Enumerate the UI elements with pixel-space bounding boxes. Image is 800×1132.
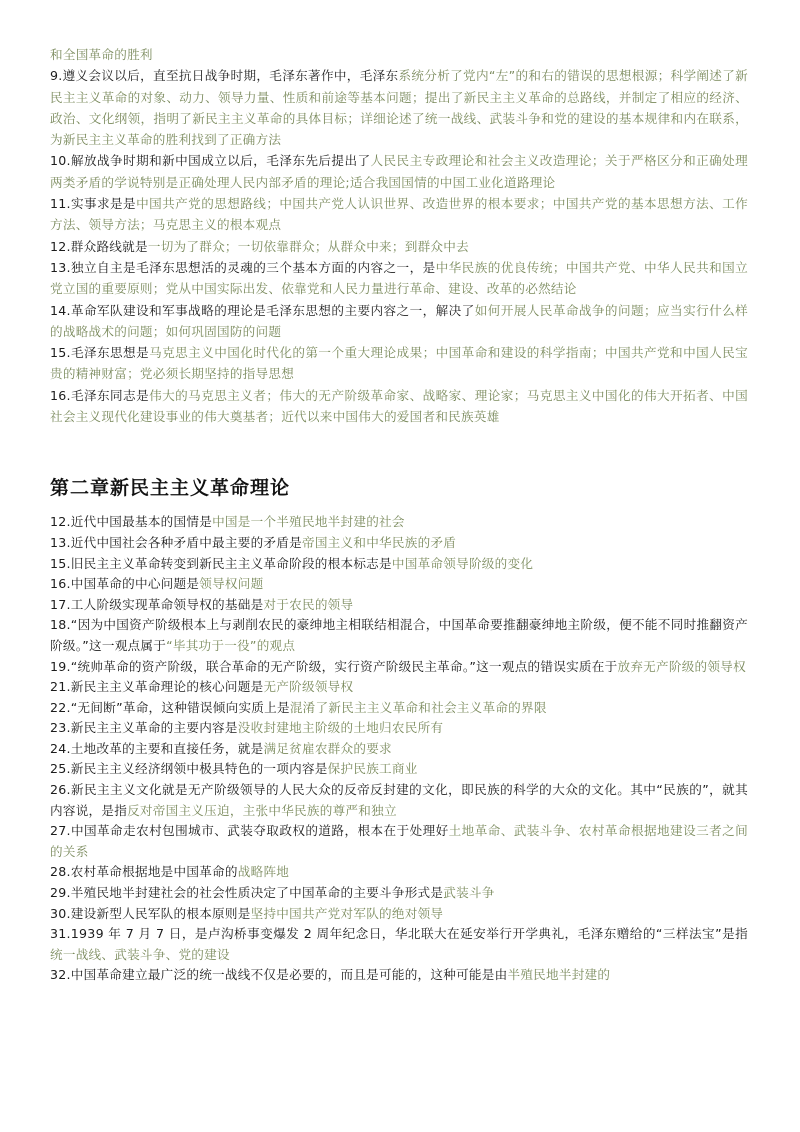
section-chapter1-continued bbox=[50, 44, 748, 427]
question-text: 30.建设新型人民军队的根本原则是 bbox=[50, 905, 251, 921]
list-item bbox=[50, 883, 748, 904]
answer-text: 对于农民的领导 bbox=[263, 596, 354, 612]
question-text: 9.遵义会议以后，直至抗日战争时期，毛泽东著作中，毛泽东 bbox=[50, 68, 399, 84]
answer-text: 中国共产党的思想路线；中国共产党人认识世界、改造世界的根本要求；中国共产党的基本思想方法、工作方法、领导方法；马克思主义的根本观点 bbox=[50, 196, 748, 233]
answer-text: 放弃无产阶级的领导权 bbox=[617, 658, 746, 674]
list-item bbox=[50, 698, 748, 719]
answer-text: 领导权问题 bbox=[199, 576, 264, 592]
question-text: 10.解放战争时期和新中国成立以后，毛泽东先后提出了 bbox=[50, 153, 371, 169]
answer-text: 没收封建地主阶级的土地归农民所有 bbox=[237, 720, 444, 736]
answer-text: 伟大的马克思主义者；伟大的无产阶级革命家、战略家、理论家；马克思主义中国化的伟大开拓者、中国社会主义现代化建设事业的伟大奠基者；近代以来中国伟大的爱国者和民族英雄 bbox=[50, 387, 749, 425]
question-text: 11.实事求是是 bbox=[50, 196, 137, 212]
list-item bbox=[50, 739, 748, 760]
answer-text: 统一战线、武装斗争、党的建设 bbox=[50, 946, 230, 962]
question-text: 27.中国革命走农村包围城市、武装夺取政权的道路，根本在于处理好 bbox=[50, 823, 449, 839]
question-text: 12.群众路线就是 bbox=[50, 238, 148, 254]
answer-text: 人民民主专政理论和社会主义改造理论；关于严格区分和正确处理两类矛盾的学说特别是正确处理人民内部矛盾的理论;适合我国国情的中国工业化道路理论 bbox=[50, 153, 748, 190]
question-text: 16.中国革命的中心问题是 bbox=[50, 576, 200, 592]
question-text: 12.近代中国最基本的国情是 bbox=[50, 514, 213, 530]
list-item bbox=[50, 862, 748, 883]
answer-text: 战略阵地 bbox=[237, 864, 290, 880]
answer-text: 武装斗争 bbox=[443, 885, 495, 901]
list-item bbox=[50, 759, 748, 780]
list-item bbox=[50, 193, 748, 236]
answer-text: 帝国主义和中华民族的矛盾 bbox=[301, 534, 457, 550]
list-item bbox=[50, 924, 748, 965]
answer-text: 混淆了新民主主义革命和社会主义革命的界限 bbox=[289, 699, 547, 715]
question-text: 13.独立自主是毛泽东思想活的灵魂的三个基本方面的内容之一，是 bbox=[50, 259, 436, 275]
list-item bbox=[50, 385, 748, 428]
question-text: 15.毛泽东思想是 bbox=[50, 345, 150, 361]
question-text: 17.工人阶级实现革命领导权的基础是 bbox=[50, 596, 264, 612]
answer-text: 坚持中国共产党对军队的绝对领导 bbox=[250, 905, 444, 921]
answer-text: 一切为了群众；一切依靠群众；从群众中来；到群众中去 bbox=[147, 238, 469, 254]
answer-text: 半殖民地半封建的 bbox=[507, 967, 611, 983]
list-item bbox=[50, 65, 748, 150]
list-item bbox=[50, 342, 748, 385]
question-text: 19.“统帅革命的资产阶级，联合革命的无产阶级，实行资产阶级民主革命。”这一观点的错误实质在于 bbox=[50, 658, 618, 674]
list-item bbox=[50, 44, 748, 65]
list-item bbox=[50, 718, 748, 739]
chapter-title: 第二章新民主主义革命理论 bbox=[50, 477, 291, 500]
list-item bbox=[50, 574, 748, 595]
question-text: 29.半殖民地半封建社会的社会性质决定了中国革命的主要斗争形式是 bbox=[50, 885, 444, 901]
question-text: 14.革命军队建设和军事战略的理论是毛泽东思想的主要内容之一，解决了 bbox=[50, 302, 475, 318]
question-text: 32.中国革命建立最广泛的统一战线不仅是必要的，而且是可能的，这种可能是由 bbox=[50, 967, 508, 983]
answer-text: 中国革命领导阶级的变化 bbox=[391, 555, 534, 571]
question-text: 26.新民主主义文化就是无产阶级领导的人民大众的反帝反封建的文化，即民族的科学的大众的文化。其中“民族的”，就其内容说，是指 bbox=[50, 782, 748, 818]
list-item bbox=[50, 236, 748, 257]
list-item bbox=[50, 965, 748, 986]
question-text: 21.新民主主义革命理论的核心问题是 bbox=[50, 679, 264, 695]
question-text: 18.“因为中国资产阶级根本上与剥削农民的豪绅地主相联结相混合，中国革命要推翻豪绅地主阶级，便不能不同时推翻资产阶级。”这一观点属于 bbox=[50, 617, 748, 653]
list-item bbox=[50, 615, 748, 656]
question-text: 22.“无间断”革命，这种错误倾向实质上是 bbox=[50, 699, 290, 715]
answer-text: “毕其功于一役”的观点 bbox=[166, 637, 296, 653]
answer-text: 无产阶级领导权 bbox=[263, 679, 354, 695]
list-item bbox=[50, 595, 748, 616]
list-item bbox=[50, 677, 748, 698]
question-text: 25.新民主主义经济纲领中极具特色的一项内容是 bbox=[50, 761, 328, 777]
list-item bbox=[50, 300, 748, 343]
answer-text: 和全国革命的胜利 bbox=[50, 47, 153, 62]
list-item bbox=[50, 657, 748, 678]
answer-text: 反对帝国主义压迫，主张中华民族的尊严和独立 bbox=[127, 802, 397, 818]
answer-text: 系统分析了党内“左”的和右的错误的思想根源；科学阐述了新民主主义革命的对象、动力、领导力量、性质和前途等基本问题；提出了新民主主义革命的总路线，并制定了相应的经济、政治、文化纲领，指明了新民主主义革命的具体目标；详细论述了统一战线、武装斗争和党的建设的基本规律和内在联系，为新民主主义革命的胜利找到了正确方法 bbox=[50, 68, 748, 148]
list-item bbox=[50, 554, 748, 575]
answer-text: 如何开展人民革命战争的问题；应当实行什么样的战略战术的问题；如何巩固国防的问题 bbox=[50, 302, 748, 339]
question-text: 23.新民主主义革命的主要内容是 bbox=[50, 720, 238, 736]
answer-text: 中国是一个半殖民地半封建的社会 bbox=[212, 514, 405, 530]
list-item bbox=[50, 821, 748, 862]
list-item bbox=[50, 512, 748, 533]
list-item bbox=[50, 257, 748, 300]
list-item bbox=[50, 150, 748, 193]
question-text: 13.近代中国社会各种矛盾中最主要的矛盾是 bbox=[50, 534, 302, 550]
question-text: 28.农村革命根据地是中国革命的 bbox=[50, 864, 238, 880]
answer-text: 保护民族工商业 bbox=[327, 761, 418, 777]
answer-text: 满足贫雇农群众的要求 bbox=[263, 740, 392, 756]
answer-text: 中华民族的优良传统；中国共产党、中华人民共和国立党立国的重要原则；党从中国实际出发、依靠党和人民力量进行革命、建设、改革的必然结论 bbox=[50, 259, 749, 297]
question-text: 24.土地改革的主要和直接任务，就是 bbox=[50, 740, 264, 756]
answer-text: 土地革命、武装斗争、农村革命根据地建设三者之间的关系 bbox=[50, 823, 748, 859]
list-item bbox=[50, 904, 748, 925]
question-text: 31.1939 年 7 月 7 日，是卢沟桥事变爆发 2 周年纪念日，华北联大在延安举行开学典礼，毛泽东赠给的“三样法宝”是指 bbox=[50, 926, 748, 942]
list-item bbox=[50, 533, 748, 554]
question-text: 15.旧民主主义革命转变到新民主主义革命阶段的根本标志是 bbox=[50, 555, 392, 571]
section-chapter2 bbox=[50, 512, 748, 986]
list-item bbox=[50, 780, 748, 821]
question-text: 16.毛泽东同志是 bbox=[50, 387, 150, 403]
answer-text: 马克思主义中国化时代化的第一个重大理论成果；中国革命和建设的科学指南；中国共产党和中国人民宝贵的精神财富；党必须长期坚持的指导思想 bbox=[50, 345, 749, 382]
